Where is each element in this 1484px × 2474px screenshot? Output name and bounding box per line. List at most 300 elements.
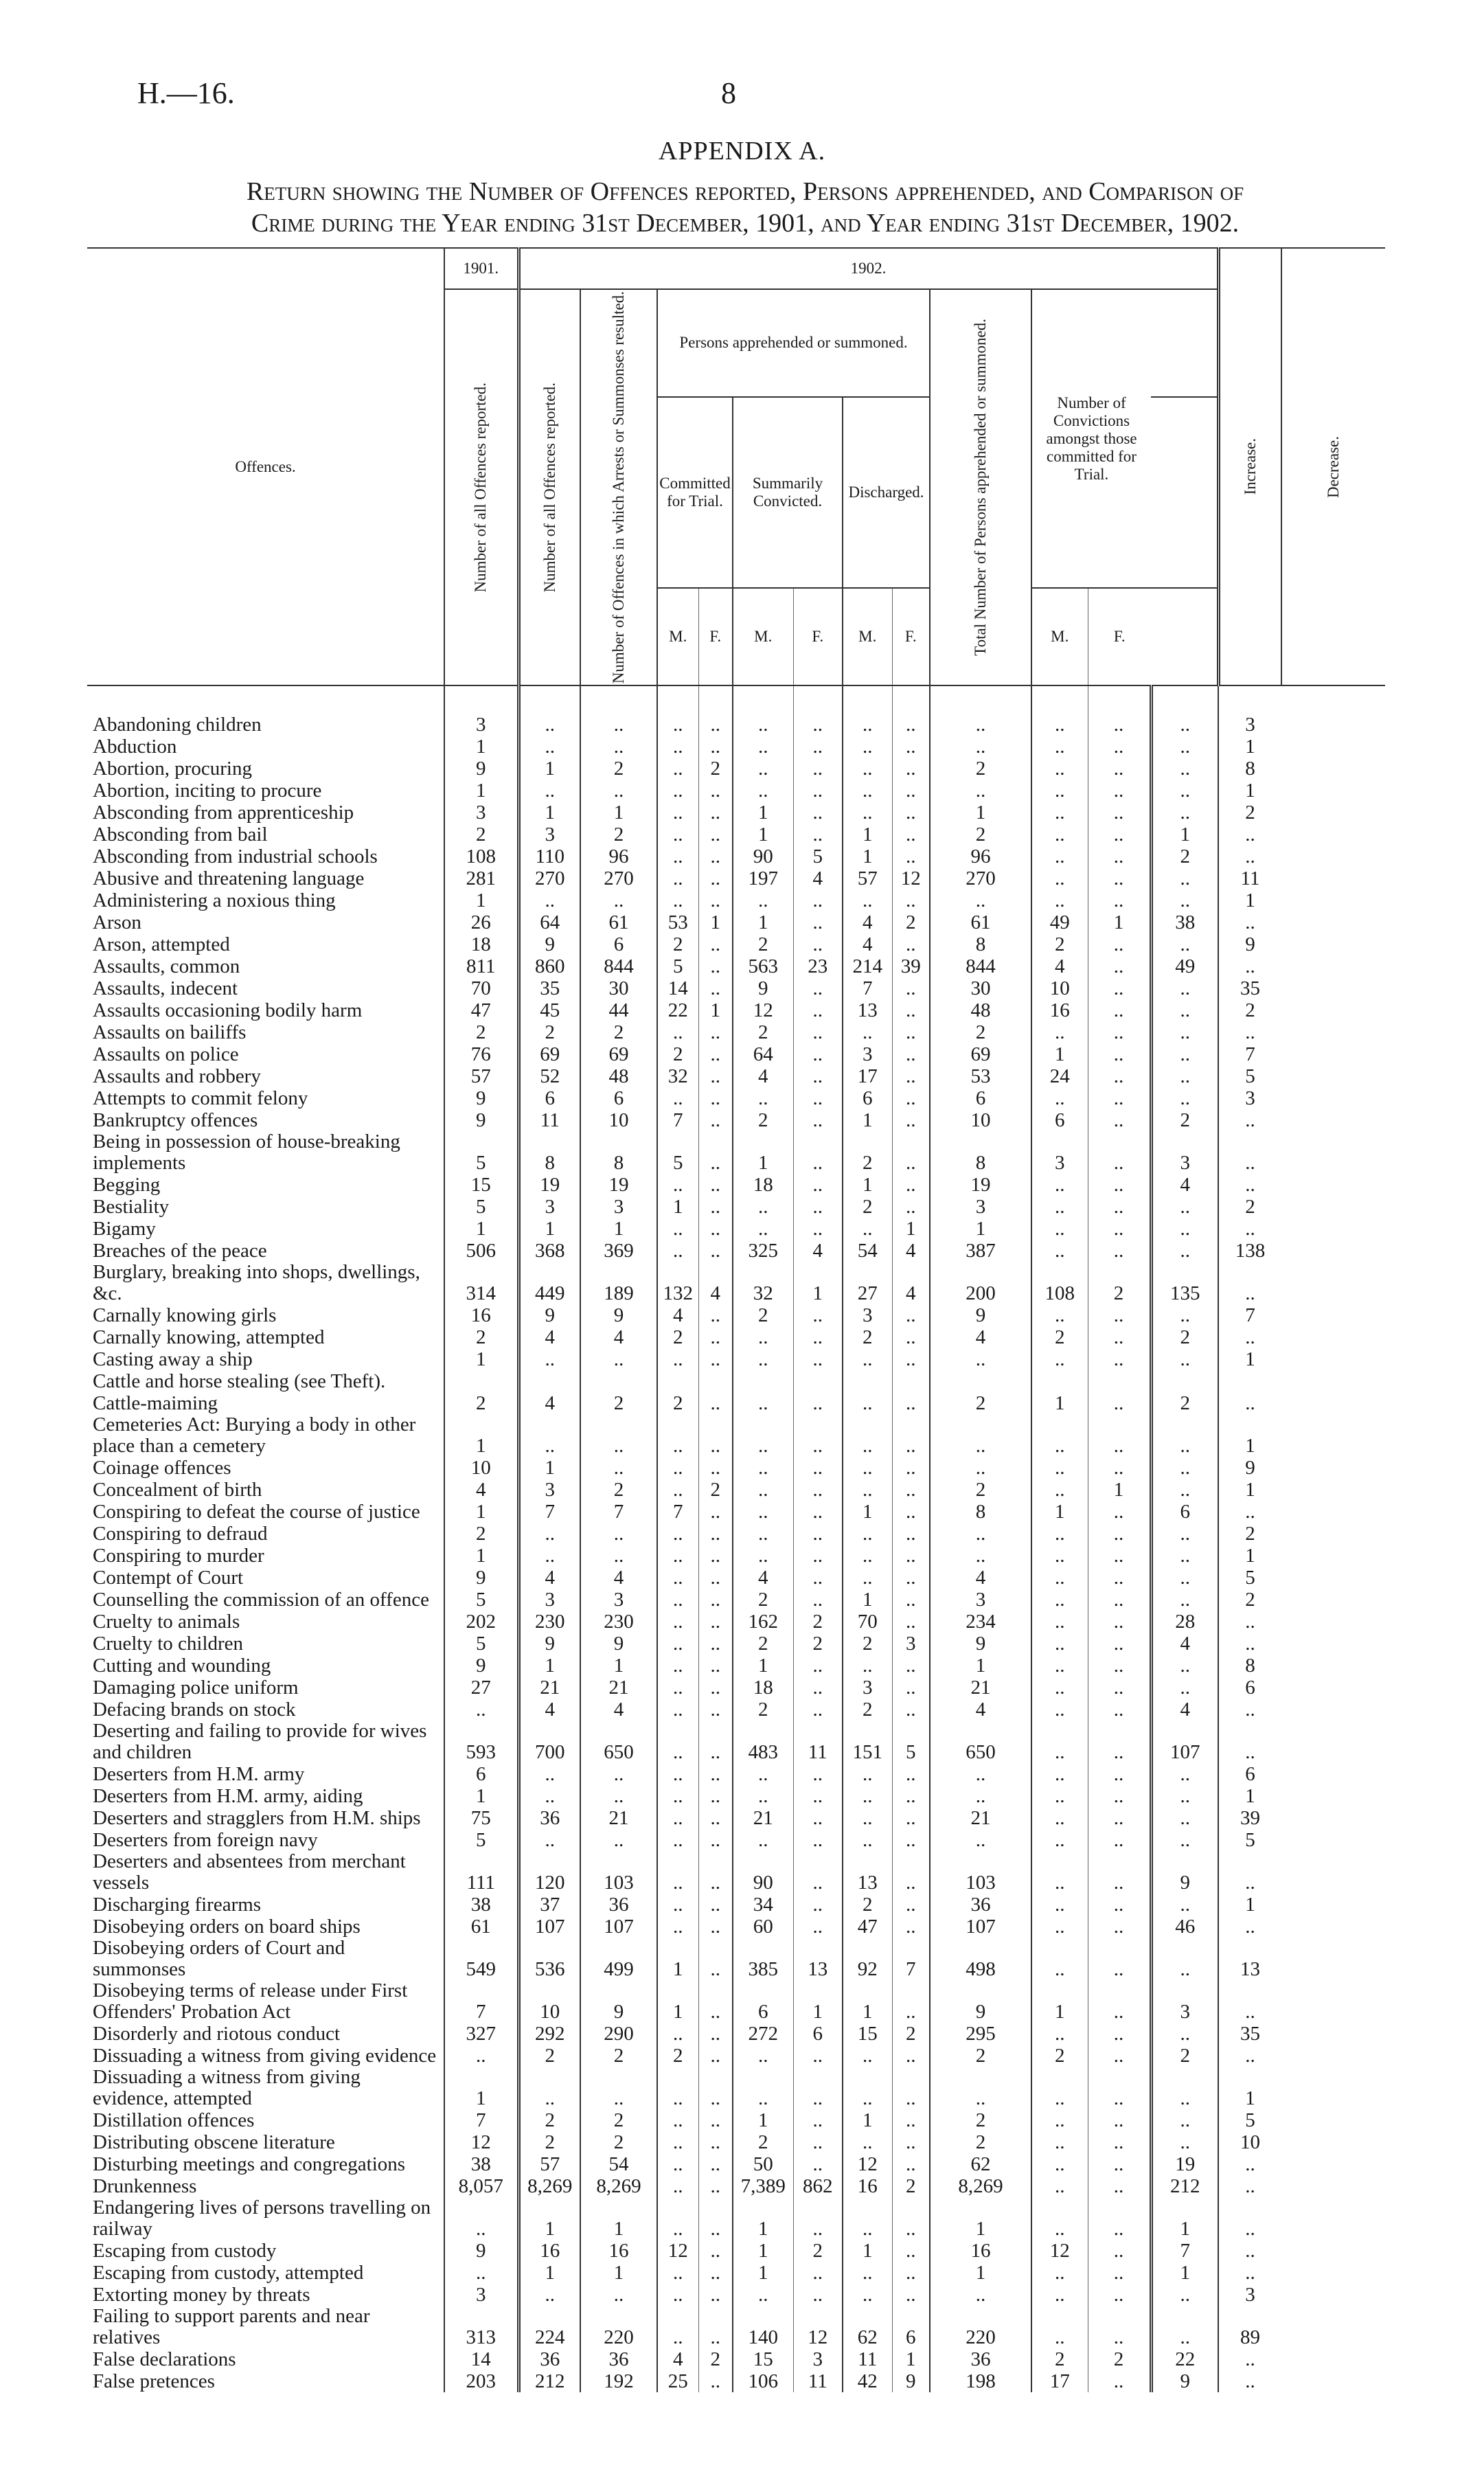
- table-cell: 234: [930, 1611, 1031, 1633]
- header-convictions: Number of Convictions amongst those committed for Trial.: [1031, 289, 1151, 588]
- table-cell: ..: [580, 736, 657, 758]
- table-cell: ..: [1031, 824, 1088, 846]
- table-cell: 2: [1031, 2348, 1088, 2370]
- table-cell: ..: [1031, 802, 1088, 824]
- table-cell: ..: [733, 1196, 793, 1218]
- table-cell: ..: [657, 1611, 698, 1633]
- table-row: [87, 1326, 1385, 1348]
- table-cell: 4: [518, 1699, 580, 1721]
- table-cell: 14: [657, 977, 698, 999]
- table-cell: ..: [843, 1829, 892, 1851]
- table-cell: 2: [930, 758, 1031, 780]
- table-cell: ..: [698, 2284, 733, 2306]
- table-cell: ..: [1088, 1326, 1151, 1348]
- table-cell: ..: [1088, 1677, 1151, 1699]
- table-cell: 9: [444, 1567, 518, 1589]
- table-cell: 1: [1218, 736, 1281, 758]
- table-row: [87, 1523, 1385, 1545]
- table-cell: ..: [843, 1523, 892, 1545]
- table-row: [87, 1807, 1385, 1829]
- table-cell: 27: [444, 1677, 518, 1699]
- table-cell: 9: [1218, 1457, 1281, 1479]
- table-cell: 1: [1031, 1392, 1088, 1414]
- table-cell: 64: [518, 911, 580, 933]
- table-cell: ..: [518, 780, 580, 802]
- table-cell: 10: [930, 1109, 1031, 1131]
- table-cell: 107: [1151, 1721, 1218, 1763]
- offence-name: False declarations: [93, 2348, 236, 2371]
- table-cell: 1: [843, 1109, 892, 1131]
- table-cell: ..: [580, 889, 657, 911]
- table-cell: ..: [1031, 1851, 1088, 1894]
- table-cell: 5: [1218, 1567, 1281, 1589]
- table-cell: ..: [843, 1567, 892, 1589]
- table-row: [87, 1501, 1385, 1523]
- table-cell: 35: [1218, 977, 1281, 999]
- header-f: F.: [892, 588, 930, 685]
- table-cell: 6: [892, 2306, 930, 2348]
- offence-name: Failing to support parents and near relatives: [93, 2305, 370, 2349]
- table-cell: 21: [580, 1677, 657, 1699]
- offence-name: Begging: [93, 1174, 161, 1196]
- table-cell: ..: [793, 1655, 843, 1677]
- table-cell: 11: [518, 1109, 580, 1131]
- table-cell: 220: [930, 2306, 1031, 2348]
- table-cell: ..: [793, 933, 843, 955]
- table-cell: ..: [1218, 1174, 1281, 1196]
- table-cell: ..: [1218, 1633, 1281, 1655]
- table-cell: ..: [1031, 1633, 1088, 1655]
- table-cell: ..: [1218, 1851, 1281, 1894]
- table-cell: ..: [892, 1304, 930, 1326]
- table-cell: 1: [1218, 1545, 1281, 1567]
- table-cell: 1: [1151, 2262, 1218, 2284]
- table-cell: ..: [1088, 1196, 1151, 1218]
- table-cell: ..: [793, 1916, 843, 1938]
- table-cell: ..: [698, 1829, 733, 1851]
- table-cell: ..: [1031, 1938, 1088, 1980]
- table-cell: 1: [843, 1501, 892, 1523]
- table-cell: 27: [843, 1262, 892, 1304]
- table-cell: 1: [733, 2240, 793, 2262]
- table-cell: 2: [580, 2131, 657, 2153]
- table-cell: ..: [793, 977, 843, 999]
- table-cell: ..: [698, 1457, 733, 1479]
- table-cell: ..: [1088, 1699, 1151, 1721]
- table-cell: ..: [698, 867, 733, 889]
- table-cell: 7: [444, 2109, 518, 2131]
- table-body: [87, 685, 1385, 2392]
- table-cell: 89: [1218, 2306, 1281, 2348]
- table-cell: ..: [1151, 758, 1218, 780]
- table-cell: ..: [698, 1916, 733, 1938]
- table-cell: ..: [892, 1829, 930, 1851]
- table-row: [87, 2131, 1385, 2153]
- table-cell: ..: [518, 1545, 580, 1567]
- table-cell: 2: [930, 2131, 1031, 2153]
- table-cell: 1: [843, 2240, 892, 2262]
- table-cell: ..: [1151, 2306, 1218, 2348]
- table-cell: ..: [1218, 1980, 1281, 2023]
- table-cell: 2: [733, 1304, 793, 1326]
- table-cell: ..: [1088, 1829, 1151, 1851]
- table-cell: ..: [1031, 1763, 1088, 1785]
- table-cell: 1: [698, 999, 733, 1021]
- table-cell: ..: [657, 1785, 698, 1807]
- table-cell: ..: [1088, 1851, 1151, 1894]
- table-cell: ..: [733, 1457, 793, 1479]
- table-cell: ..: [698, 2262, 733, 2284]
- table-cell: 3: [1218, 685, 1281, 736]
- table-cell: ..: [698, 1414, 733, 1457]
- table-cell: 46: [1151, 1916, 1218, 1938]
- table-cell: 1: [1218, 889, 1281, 911]
- table-cell: ..: [892, 1785, 930, 1807]
- table-cell: 2: [892, 2175, 930, 2197]
- table-cell: ..: [793, 911, 843, 933]
- table-cell: ..: [1218, 911, 1281, 933]
- table-cell: 13: [793, 1938, 843, 1980]
- table-cell: 44: [580, 999, 657, 1021]
- offence-name: Disorderly and riotous conduct: [93, 2023, 341, 2045]
- table-cell: ..: [733, 1785, 793, 1807]
- table-cell: ..: [657, 1829, 698, 1851]
- table-cell: ..: [1151, 1043, 1218, 1065]
- table-cell: 549: [444, 1938, 518, 1980]
- table-cell: 18: [733, 1174, 793, 1196]
- table-cell: 57: [444, 1065, 518, 1087]
- table-cell: ..: [698, 1699, 733, 1721]
- table-cell: ..: [698, 685, 733, 736]
- table-cell: ..: [892, 1109, 930, 1131]
- table-cell: 2: [580, 758, 657, 780]
- table-cell: 7: [843, 977, 892, 999]
- table-cell: ..: [930, 2067, 1031, 2109]
- table-cell: 7: [657, 1109, 698, 1131]
- table-cell: ..: [793, 1545, 843, 1567]
- table-row: [87, 2370, 1385, 2392]
- offence-name: Assaults on bailiffs: [93, 1021, 247, 1044]
- table-cell: ..: [1088, 867, 1151, 889]
- table-cell: ..: [1088, 2023, 1151, 2045]
- appendix-title: APPENDIX A.: [658, 137, 826, 166]
- offence-name: Breaches of the peace: [93, 1240, 267, 1262]
- table-cell: ..: [892, 685, 930, 736]
- table-cell: 12: [892, 867, 930, 889]
- header-arrests: Number of Offences in which Arrests or Summonses resulted.: [580, 289, 657, 685]
- table-cell: ..: [793, 2153, 843, 2175]
- table-cell: 2: [733, 2131, 793, 2153]
- table-cell: ..: [657, 1589, 698, 1611]
- table-cell: ..: [1031, 780, 1088, 802]
- offence-name: Dissuading a witness from giving evidence, attempted: [93, 2066, 361, 2110]
- table-cell: ..: [1031, 1304, 1088, 1326]
- offence-name: Cemeteries Act: Burying a body in other place than a cemetery: [93, 1414, 416, 1457]
- table-cell: 2: [1031, 1326, 1088, 1348]
- table-cell: ..: [892, 780, 930, 802]
- table-cell: 1: [518, 1218, 580, 1240]
- table-cell: ..: [698, 1785, 733, 1807]
- table-cell: 3: [843, 1043, 892, 1065]
- table-cell: ..: [698, 1894, 733, 1916]
- table-cell: ..: [1218, 1021, 1281, 1043]
- table-cell: 49: [1031, 911, 1088, 933]
- table-cell: ..: [843, 685, 892, 736]
- table-cell: ..: [580, 1414, 657, 1457]
- table-cell: 4: [843, 911, 892, 933]
- table-cell: ..: [1151, 1807, 1218, 1829]
- table-cell: 214: [843, 955, 892, 977]
- table-cell: 22: [1151, 2348, 1218, 2370]
- table-cell: ..: [843, 780, 892, 802]
- table-cell: 15: [444, 1174, 518, 1196]
- table-row: [87, 1589, 1385, 1611]
- table-cell: ..: [930, 1457, 1031, 1479]
- table-cell: 9: [930, 1304, 1031, 1326]
- table-cell: ..: [733, 1348, 793, 1370]
- table-cell: 2: [843, 1131, 892, 1174]
- table-cell: 7: [518, 1501, 580, 1523]
- table-cell: ..: [1088, 1087, 1151, 1109]
- table-cell: ..: [657, 2284, 698, 2306]
- table-cell: ..: [793, 2197, 843, 2240]
- table-cell: ..: [1151, 1196, 1218, 1218]
- table-cell: 4: [518, 1392, 580, 1414]
- table-cell: 292: [518, 2023, 580, 2045]
- offence-name: Bestiality: [93, 1196, 170, 1218]
- table-cell: 32: [733, 1262, 793, 1304]
- table-cell: ..: [1088, 1392, 1151, 1414]
- table-row: [87, 2153, 1385, 2175]
- table-cell: ..: [1031, 1218, 1088, 1240]
- table-cell: 1: [518, 2197, 580, 2240]
- table-cell: 1: [1088, 911, 1151, 933]
- table-cell: 2: [444, 1021, 518, 1043]
- offence-name: Discharging firearms: [93, 1894, 262, 1916]
- table-cell: ..: [657, 1021, 698, 1043]
- table-cell: 202: [444, 1611, 518, 1633]
- table-cell: ..: [892, 1087, 930, 1109]
- table-cell: ..: [580, 1829, 657, 1851]
- table-cell: 4: [1151, 1174, 1218, 1196]
- table-cell: ..: [1031, 2109, 1088, 2131]
- table-cell: ..: [930, 1414, 1031, 1457]
- table-cell: ..: [1088, 1523, 1151, 1545]
- table-cell: 92: [843, 1938, 892, 1980]
- table-cell: 17: [843, 1065, 892, 1087]
- table-cell: ..: [793, 1851, 843, 1894]
- table-cell: 593: [444, 1721, 518, 1763]
- table-cell: 230: [580, 1611, 657, 1633]
- table-cell: ..: [1218, 2153, 1281, 2175]
- table-cell: ..: [1031, 758, 1088, 780]
- return-title-line-1: Return showing the Number of Offences reported, Persons apprehended, and Comparison of: [246, 177, 1244, 206]
- table-cell: ..: [657, 1545, 698, 1567]
- table-cell: ..: [518, 685, 580, 736]
- table-cell: ..: [1088, 999, 1151, 1021]
- offence-name: Assaults occasioning bodily harm: [93, 999, 363, 1022]
- table-cell: ..: [1031, 2306, 1088, 2348]
- table-cell: ..: [892, 1414, 930, 1457]
- table-cell: ..: [733, 1545, 793, 1567]
- table-cell: ..: [698, 1087, 733, 1109]
- header-offences: Offences.: [87, 248, 444, 685]
- table-cell: ..: [580, 1785, 657, 1807]
- table-cell: ..: [518, 1523, 580, 1545]
- table-cell: ..: [1088, 1109, 1151, 1131]
- table-cell: 449: [518, 1262, 580, 1304]
- table-cell: ..: [1218, 2262, 1281, 2284]
- offence-name: Arson, attempted: [93, 933, 230, 956]
- table-cell: 385: [733, 1938, 793, 1980]
- table-cell: 9: [1151, 2370, 1218, 2392]
- table-cell: ..: [1218, 2370, 1281, 2392]
- table-cell: 2: [843, 1894, 892, 1916]
- table-cell: 224: [518, 2306, 580, 2348]
- table-cell: ..: [1031, 736, 1088, 758]
- table-cell: ..: [1088, 1240, 1151, 1262]
- table-cell: 1: [444, 1545, 518, 1567]
- header-f: F.: [793, 588, 843, 685]
- table-cell: 7: [1218, 1304, 1281, 1326]
- table-cell: ..: [518, 1348, 580, 1370]
- table-cell: 2: [1151, 846, 1218, 867]
- table-cell: 290: [580, 2023, 657, 2045]
- table-cell: 2: [1031, 2045, 1088, 2067]
- table-cell: ..: [733, 736, 793, 758]
- table-cell: 11: [793, 2370, 843, 2392]
- table-cell: [698, 1370, 733, 1392]
- table-cell: ..: [793, 2262, 843, 2284]
- table-cell: [733, 1370, 793, 1392]
- table-cell: 536: [518, 1938, 580, 1980]
- table-cell: 1: [1218, 1348, 1281, 1370]
- table-cell: 9: [580, 1633, 657, 1655]
- table-cell: 1: [733, 802, 793, 824]
- table-cell: ..: [1031, 2067, 1088, 2109]
- table-cell: ..: [843, 1785, 892, 1807]
- table-cell: 53: [930, 1065, 1031, 1087]
- table-cell: ..: [1151, 977, 1218, 999]
- table-cell: ..: [793, 2045, 843, 2067]
- table-cell: 6: [793, 2023, 843, 2045]
- table-cell: ..: [580, 1457, 657, 1479]
- table-cell: 499: [580, 1938, 657, 1980]
- table-cell: ..: [892, 1916, 930, 1938]
- table-cell: ..: [1151, 1763, 1218, 1785]
- table-cell: ..: [892, 1501, 930, 1523]
- table-cell: 8,269: [930, 2175, 1031, 2197]
- table-cell: 295: [930, 2023, 1031, 2045]
- table-cell: 844: [580, 955, 657, 977]
- table-cell: 2: [657, 2045, 698, 2067]
- table-cell: 16: [444, 1304, 518, 1326]
- table-cell: 2: [1031, 933, 1088, 955]
- table-cell: ..: [1218, 1699, 1281, 1721]
- table-cell: ..: [793, 780, 843, 802]
- table-cell: 2: [698, 2348, 733, 2370]
- table-cell: ..: [843, 889, 892, 911]
- table-cell: ..: [843, 1021, 892, 1043]
- table-cell: ..: [793, 2067, 843, 2109]
- table-cell: ..: [892, 2109, 930, 2131]
- table-cell: ..: [843, 1545, 892, 1567]
- table-cell: ..: [793, 2131, 843, 2153]
- table-cell: ..: [793, 1894, 843, 1916]
- table-cell: ..: [657, 1348, 698, 1370]
- table-cell: 270: [518, 867, 580, 889]
- table-cell: 4: [657, 1304, 698, 1326]
- table-cell: 36: [518, 1807, 580, 1829]
- offence-name: Escaping from custody, attempted: [93, 2262, 364, 2284]
- table-cell: ..: [698, 2067, 733, 2109]
- offence-name: Assaults, indecent: [93, 977, 238, 1000]
- offence-name: Assaults, common: [93, 955, 240, 978]
- table-cell: 1: [518, 1655, 580, 1677]
- table-cell: 16: [930, 2240, 1031, 2262]
- table-cell: ..: [1151, 1938, 1218, 1980]
- table-cell: 2: [930, 1392, 1031, 1414]
- table-cell: ..: [1151, 999, 1218, 1021]
- table-cell: [444, 1370, 518, 1392]
- table-cell: ..: [1031, 2262, 1088, 2284]
- table-cell: ..: [1151, 2067, 1218, 2109]
- header-reported-1901: Number of all Offences reported.: [444, 289, 518, 685]
- table-cell: 12: [657, 2240, 698, 2262]
- table-cell: ..: [1151, 1677, 1218, 1699]
- table-cell: 54: [843, 1240, 892, 1262]
- table-cell: 2: [580, 2045, 657, 2067]
- table-cell: ..: [892, 736, 930, 758]
- table-cell: 1: [892, 2348, 930, 2370]
- table-cell: ..: [1151, 1348, 1218, 1370]
- table-cell: 1: [580, 2197, 657, 2240]
- offences-table: [87, 247, 1385, 2392]
- table-cell: 36: [518, 2348, 580, 2370]
- table-cell: ..: [892, 2067, 930, 2109]
- table-cell: 650: [580, 1721, 657, 1763]
- table-cell: ..: [698, 1655, 733, 1677]
- table-cell: 48: [580, 1065, 657, 1087]
- table-cell: ..: [793, 1087, 843, 1109]
- table-cell: ..: [518, 1763, 580, 1785]
- table-cell: 2: [1218, 802, 1281, 824]
- table-cell: 811: [444, 955, 518, 977]
- table-cell: 10: [1031, 977, 1088, 999]
- table-cell: ..: [733, 1763, 793, 1785]
- table-cell: 1: [930, 1655, 1031, 1677]
- offence-name: Abortion, inciting to procure: [93, 780, 322, 802]
- table-cell: ..: [657, 1414, 698, 1457]
- table-cell: 12: [1031, 2240, 1088, 2262]
- table-cell: ..: [733, 1326, 793, 1348]
- header-f: F.: [1088, 588, 1151, 685]
- table-cell: ..: [698, 1196, 733, 1218]
- table-cell: 75: [444, 1807, 518, 1829]
- offence-name: Absconding from industrial schools: [93, 846, 378, 868]
- table-cell: 61: [444, 1916, 518, 1938]
- table-cell: 13: [843, 1851, 892, 1894]
- table-cell: ..: [793, 1348, 843, 1370]
- table-cell: 3: [444, 685, 518, 736]
- table-cell: ..: [892, 1589, 930, 1611]
- table-cell: 18: [444, 933, 518, 955]
- table-cell: ..: [892, 1326, 930, 1348]
- table-cell: ..: [1088, 1545, 1151, 1567]
- table-cell: ..: [733, 1523, 793, 1545]
- table-cell: 313: [444, 2306, 518, 2348]
- table-cell: ..: [793, 1479, 843, 1501]
